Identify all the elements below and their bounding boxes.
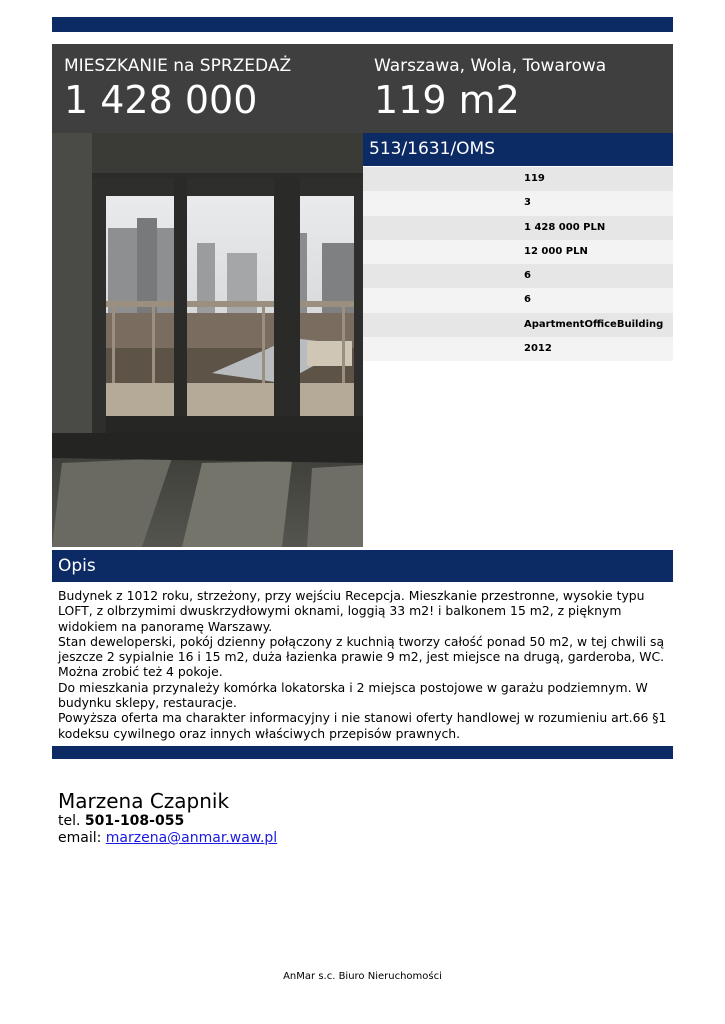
- listing-header: [52, 44, 673, 133]
- reference-number: 513/1631/OMS: [363, 133, 673, 166]
- detail-row: [363, 337, 673, 361]
- description-paragraph: Budynek z 1012 roku, strzeżony, przy wejściu Recepcja. Mieszkanie przestronne, wysokie typu LOFT, z olbrzymimi dwuskrzydłowymi oknami, loggią 33 m2! i balkonem 15 m2, z pięknym widokiem na panoramę Warszawy.: [58, 588, 645, 634]
- detail-value: 6: [524, 270, 531, 282]
- detail-value: 6: [524, 294, 531, 306]
- description-paragraph: Do mieszkania przynależy komórka lokatorska i 2 miejsca postojowe w garażu podziemnym. W budynku sklepy, restauracje.: [58, 679, 648, 711]
- phone-number: 501-108-055: [84, 813, 185, 829]
- description-text: [58, 588, 670, 741]
- agent-phone: [58, 813, 277, 830]
- detail-value: 2012: [524, 343, 552, 355]
- description-heading: Opis: [52, 550, 673, 582]
- email-label: email:: [58, 830, 102, 846]
- detail-row: [363, 167, 673, 191]
- agent-contact: [58, 789, 277, 847]
- detail-row: [363, 313, 673, 337]
- detail-row: [363, 191, 673, 215]
- property-details-table: [363, 167, 673, 361]
- detail-row: [363, 240, 673, 264]
- email-link[interactable]: marzena@anmar.waw.pl: [105, 830, 278, 846]
- top-accent-bar: [52, 17, 673, 32]
- phone-label: tel.: [58, 813, 81, 829]
- detail-row: [363, 264, 673, 288]
- footer-company: AnMar s.c. Biuro Nieruchomości: [283, 971, 442, 982]
- listing-price: 1 428 000: [64, 78, 258, 122]
- listing-area: 119 m2: [374, 78, 520, 122]
- agent-name: Marzena Czapnik: [58, 789, 230, 813]
- header-left: [64, 56, 291, 122]
- header-right: [374, 56, 606, 122]
- description-paragraph: Stan deweloperski, pokój dzienny połączony z kuchnią tworzy całość ponad 50 m2, w tej chwili są jeszcze 2 sypialnie 16 i 15 m2, duża łazienka prawie 9 m2, jest miejsce na drugą, garderoba, WC. Można zrobić też 4 pokoje.: [58, 633, 665, 680]
- detail-value: 3: [524, 197, 531, 209]
- bottom-accent-bar: [52, 746, 673, 759]
- detail-value: 12 000 PLN: [524, 245, 588, 257]
- detail-value: ApartmentOfficeBuilding: [524, 318, 664, 330]
- detail-value: 119: [524, 173, 545, 184]
- apartment-photo: [52, 133, 363, 547]
- description-paragraph: Powyższa oferta ma charakter informacyjny i nie stanowi oferty handlowej w rozumieniu art.66 §1 kodeksu cywilnego oraz innych właściwych przepisów prawnych.: [58, 710, 667, 741]
- listing-type: MIESZKANIE na SPRZEDAŻ: [64, 56, 292, 76]
- detail-row: [363, 288, 673, 312]
- apartment-photo-illustration: [52, 133, 363, 547]
- detail-row: [363, 216, 673, 240]
- agent-email: [58, 830, 277, 847]
- detail-value: 1 428 000 PLN: [524, 221, 606, 233]
- listing-location: Warszawa, Wola, Towarowa: [374, 56, 607, 76]
